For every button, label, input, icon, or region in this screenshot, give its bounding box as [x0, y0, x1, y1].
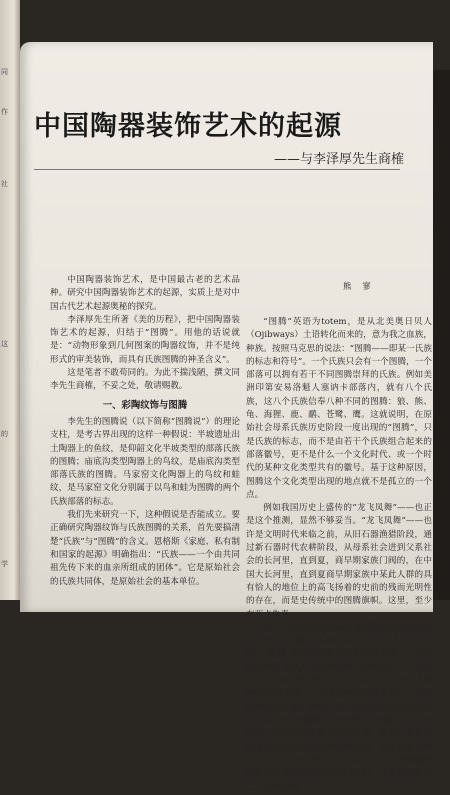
magazine-page — [20, 42, 433, 793]
article-subtitle: ——与李泽厚先生商榷 — [274, 152, 405, 167]
paragraph: “图腾”英语为totem，是从北美奥日贝人（Ojibways）土语转化而来的，意为我之血族，种族。按照马克思的说法：“图腾——即某一氏族的标志和符号”。一个氏族只会有一个图腾，一个部落可以拥有若干不同图腾崇拜的氏族。例如美洲印第安易洛魁人塞讷卡部落内，就有八个氏族，这八个氏族信奉八种不同的图腾：狼、熊、龟、海狸、鹿、鹬、苍鹭、鹰。这就说明，在原始社会母系氏族历史阶段一度出现的“图腾”，只是氏族的标志，而不是由若干个氏族组合起来的部落徽号，更不是什么一个文化时代、或一个时代的某种文化类型共有的徽号。基于这种原因，图腾这个文化类型出现的地点就不是孤立的一个点。 — [246, 317, 432, 500]
paragraph: 李先生的图腾说（以下简称“图腾说”）的理论支柱，是考古界出现的这样一种假说：半坡遗址出土陶器上的鱼纹，是仰韶文化半坡类型的部落氏族的图腾；庙底沟类型陶器上的鸟纹，是庙底沟类型部落氏族的图腾。马家窑文化陶器上的鸟纹和蛙纹，是马家窑文化分别属于以鸟和蛙为图腾的两个氏族部落的标志。 — [50, 416, 240, 507]
title-rule — [34, 169, 400, 170]
paragraph: 例如我国历史上盛传的“龙飞凤舞”——也正是这个推测，显然不够妥当。“龙飞凤舞”——也许是文明时代来临之前，从旧石器渔猎阶段，通过新石器时代农耕阶段，从母系社会进到父系社会的长河里，直到夏，商早期家族门阀的，在中国大长河里，直到夏商早期家族中某此人群的具有恰人的地位上的高飞扬着的史前的残而光明性的存在，而是史传统中的图腾旗帜。这里，至少有两点失真。 — [246, 503, 432, 620]
facing-page-fragment: 作 — [1, 108, 8, 116]
paragraph: 这是笔者不敢苟同的。为此不揣浅陋，撰文同李先生商榷，不妥之处，敬请赐教。 — [50, 368, 240, 392]
right-column — [246, 316, 432, 795]
facing-page-edge — [0, 0, 20, 600]
article-title: 中国陶器装饰艺术的起源 — [34, 111, 342, 142]
facing-page-fragment: 学 — [1, 560, 8, 568]
facing-page-fragment: 这 — [1, 340, 8, 348]
paragraph: 李泽厚先生所著《美的历程》，把中国陶器装饰艺术的起源，归结于“图腾”。用他的话说就是：“动物形象到几何图案的陶器纹饰，并不是纯形式的审美装饰，而具有氏族图腾的神圣含义”。 — [50, 314, 240, 365]
facing-page-fragment: 的 — [1, 430, 8, 438]
facing-page-fragment: 同 — [1, 68, 8, 76]
left-column — [50, 274, 240, 589]
paragraph: 我们先来研究一下，这种假说是否能成立。要正确研究陶器纹饰与氏族图腾的关系，首先要搞清楚“氏族”与“图腾”的含义。恩格斯《家庭、私有制和国家的起源》明确指出：“氏族——一个由共同祖先传下来的血亲所组成的团体”。它是原始社会的氏族共同体，是原始社会的基本单位。 — [50, 510, 240, 587]
paragraph: 中国陶器装饰艺术，是中国最古老的艺术品种。研究中国陶器装饰艺术的起源，实质上是对中国古代艺术起源奥秘的探究。 — [50, 275, 240, 312]
facing-page-fragment: 社 — [1, 180, 8, 188]
paragraph: 有一个图腾乃是原始社会母系氏族历史阶段的产物，随着母权制的消失，和父权制的兴起，“图腾”这个族群的原始的古代名称——或许是动物或许是无生物的名称，到而有另一个使之作为何种的意义形态可能，多与此同时，“图腾”也就随着消亡。既然图腾是原始社会中一个具体的分形社会组织的产物，那末把它说成是原始社会各种氏族图腾的共同内容，也就缺乏了历史根据。从中国和世界的历史来看，原始社会的图腾大都是伴随氏族社会而存在的，且在其它形态之中并无这种东西的存在。从此看来，把陶器的装饰纹样说成是整个氏族的图腾，这种推论是缺乏史实依据的。 — [246, 622, 432, 793]
article-author: 熊 寥 — [343, 282, 375, 292]
book-edge-shadow — [433, 70, 450, 600]
section-heading: 一、彩陶纹饰与图腾 — [102, 399, 188, 411]
